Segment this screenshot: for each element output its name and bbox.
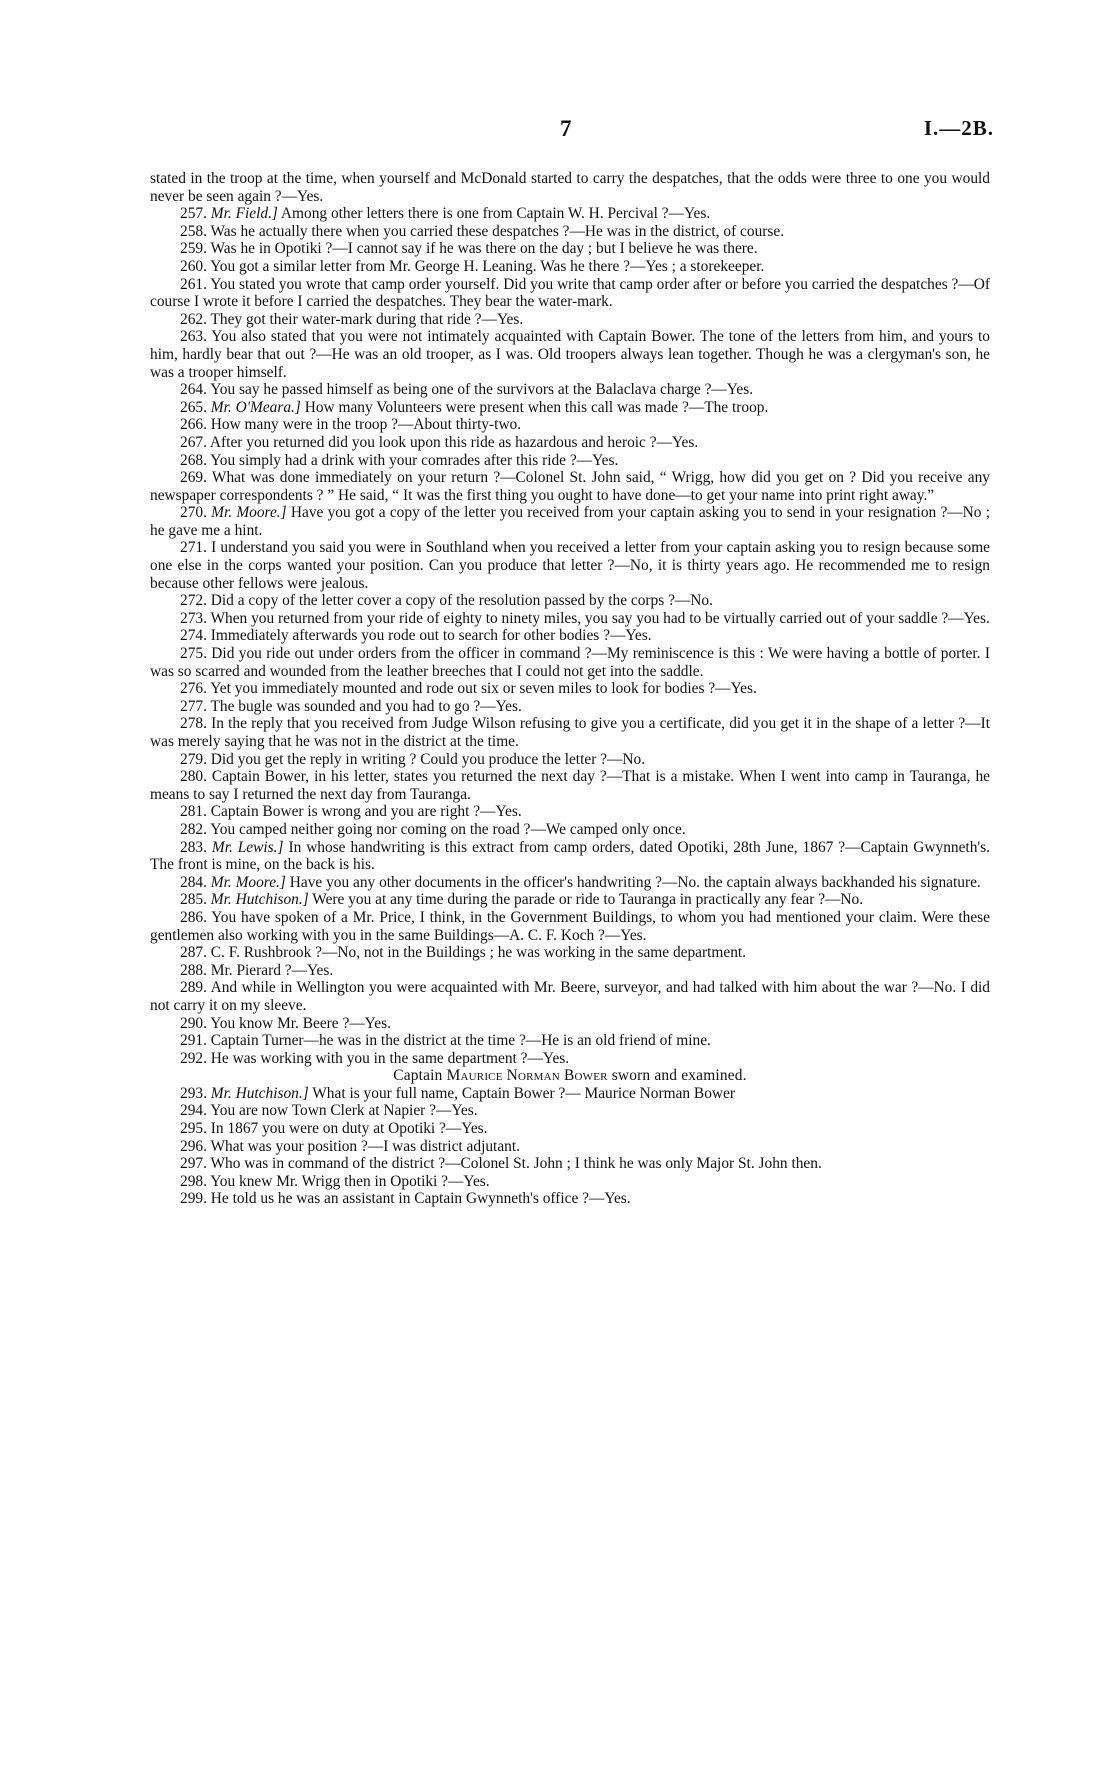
speaker: Mr. O'Meara.] <box>210 398 301 416</box>
question-number: 278. <box>180 715 207 733</box>
heading-prefix: Captain <box>393 1067 447 1085</box>
question-280 <box>150 768 990 803</box>
question-text: In the reply that you received from Judge Wilson refusing to give you a certificate, did you get it in the shape of a letter ?—It was merely saying that he was not in the district at the time. <box>150 715 990 750</box>
question-number: 262. <box>180 310 207 328</box>
question-text: Yet you immediately mounted and rode out six or seven miles to look for bodies ?—Yes. <box>206 680 757 698</box>
question-259 <box>150 240 990 258</box>
question-number: 257. <box>180 205 207 223</box>
question-278 <box>150 715 990 750</box>
question-281 <box>150 803 990 821</box>
question-text: Did you get the reply in writing ? Could you produce the letter ?—No. <box>206 750 646 768</box>
question-number: 263. <box>180 328 207 346</box>
question-number: 277. <box>180 697 207 715</box>
question-text: In 1867 you were on duty at Opotiki ?—Yes. <box>206 1120 488 1138</box>
question-text: You say he passed himself as being one of the survivors at the Balaclava charge ?—Yes. <box>206 381 754 399</box>
page-header <box>0 116 1114 146</box>
question-number: 282. <box>180 820 207 838</box>
question-text: Captain Turner—he was in the district at the time ?—He is an old friend of mine. <box>206 1032 711 1050</box>
question-number: 271. <box>180 539 207 557</box>
question-text: Did you ride out under orders from the officer in command ?—My reminiscence is this : We were having a bottle of porter. I was so scarred and wounded from the leather breeches that I could not get into the saddle. <box>150 645 990 680</box>
question-296 <box>150 1138 990 1156</box>
question-text: You camped neither going nor coming on the road ?—We camped only once. <box>206 820 686 838</box>
question-293 <box>150 1085 990 1103</box>
speaker: Mr. Moore.] <box>211 504 287 522</box>
question-279 <box>150 751 990 769</box>
question-text: Captain Bower, in his letter, states you returned the next day ?—That is a mistake. When I went into camp in Tauranga, he means to say I returned the next day from Tauranga. <box>150 768 990 803</box>
question-text: What is your full name, Captain Bower ?— Maurice Norman Bower <box>308 1084 735 1102</box>
question-text: You knew Mr. Wrigg then in Opotiki ?—Yes. <box>206 1172 490 1190</box>
question-number: 279. <box>180 750 207 768</box>
question-text: They got their water-mark during that ride ?—Yes. <box>206 310 524 328</box>
question-text: What was your position ?—I was district adjutant. <box>206 1137 520 1155</box>
question-text: Among other letters there is one from Captain W. H. Percival ?—Yes. <box>277 205 711 223</box>
question-text: You also stated that you were not intimately acquainted with Captain Bower. The tone of the letters from him, and yours to him, hardly bear that out ?—He was an old trooper, as I was. Old troopers always lean together. Though he was a clergyman's son, he was a trooper himself. <box>150 328 990 381</box>
question-text: Were you at any time during the parade or ride to Tauranga in practically any fear ?—No. <box>308 891 864 909</box>
question-text: Immediately afterwards you rode out to search for other bodies ?—Yes. <box>206 627 652 645</box>
question-290 <box>150 1015 990 1033</box>
question-number: 275. <box>180 645 207 663</box>
question-257 <box>150 205 990 223</box>
question-number: 260. <box>180 257 207 275</box>
question-271 <box>150 539 990 592</box>
question-268 <box>150 452 990 470</box>
question-298 <box>150 1173 990 1191</box>
question-263 <box>150 328 990 381</box>
question-287 <box>150 944 990 962</box>
speaker: Mr. Moore.] <box>210 873 286 891</box>
question-265 <box>150 399 990 417</box>
question-number: 292. <box>180 1049 207 1067</box>
question-number: 258. <box>180 222 207 240</box>
question-text: In whose handwriting is this extract from camp orders, dated Opotiki, 28th June, 1867 ?—Captain Gwynneth's. The front is mine, on the back is his. <box>150 838 990 874</box>
heading-suffix: sworn and examined. <box>607 1067 747 1085</box>
question-number: 289. <box>180 979 207 997</box>
question-269 <box>150 469 990 504</box>
question-number: 291. <box>180 1032 207 1050</box>
question-text: How many were in the troop ?—About thirty-two. <box>206 416 522 434</box>
question-number: 280. <box>180 768 207 786</box>
question-text: Have you got a copy of the letter you received from your captain asking you to send in your resignation ?—No ; he gave me a hint. <box>150 504 990 539</box>
question-270 <box>150 504 990 539</box>
question-number: 267. <box>180 433 207 451</box>
question-number: 295. <box>180 1120 207 1138</box>
question-297 <box>150 1155 990 1173</box>
question-text: After you returned did you look upon this ride as hazardous and heroic ?—Yes. <box>206 433 699 451</box>
question-number: 290. <box>180 1014 207 1032</box>
question-text: Was he in Opotiki ?—I cannot say if he was there on the day ; but I believe he was there. <box>206 240 758 258</box>
question-text: You simply had a drink with your comrades after this ride ?—Yes. <box>206 451 619 469</box>
question-272 <box>150 592 990 610</box>
question-275 <box>150 645 990 680</box>
question-text: When you returned from your ride of eighty to ninety miles, you say you had to be virtually carried out of your saddle ?—Yes. <box>206 609 990 627</box>
question-text: Have you any other documents in the officer's handwriting ?—No. the captain always backhanded his signature. <box>285 873 981 891</box>
testimony-body <box>150 170 990 1208</box>
question-text: He was working with you in the same department ?—Yes. <box>206 1049 570 1067</box>
question-text: He told us he was an assistant in Captain Gwynneth's office ?—Yes. <box>206 1190 631 1208</box>
question-text: You know Mr. Beere ?—Yes. <box>206 1014 391 1032</box>
question-286 <box>150 909 990 944</box>
question-291 <box>150 1032 990 1050</box>
question-288 <box>150 962 990 980</box>
question-number: 293. <box>180 1084 207 1102</box>
question-number: 283. <box>180 838 207 856</box>
question-260 <box>150 258 990 276</box>
question-text: I understand you said you were in Southland when you received a letter from your captain asking you to resign because some one else in the corps wanted your position. Can you produce that letter ?—No, it is thirty years ago. He recommended me to resign because other fellows were jealous. <box>150 539 990 592</box>
question-264 <box>150 381 990 399</box>
question-262 <box>150 311 990 329</box>
speaker: Mr. Hutchison.] <box>210 1084 309 1102</box>
question-266 <box>150 416 990 434</box>
page-number: 7 <box>560 116 572 141</box>
question-285 <box>150 891 990 909</box>
question-277 <box>150 698 990 716</box>
question-295 <box>150 1120 990 1138</box>
section-heading <box>150 1067 990 1085</box>
question-text: Was he actually there when you carried these despatches ?—He was in the district, of course. <box>206 222 785 240</box>
question-number: 298. <box>180 1172 207 1190</box>
speaker: Mr. Hutchison.] <box>210 891 309 909</box>
question-267 <box>150 434 990 452</box>
question-number: 270. <box>180 504 207 522</box>
question-number: 265. <box>180 398 207 416</box>
question-292 <box>150 1050 990 1068</box>
question-text: You got a similar letter from Mr. George H. Leaning. Was he there ?—Yes ; a storekeeper. <box>206 257 765 275</box>
question-283 <box>150 839 990 874</box>
question-number: 285. <box>180 891 207 909</box>
question-text: Mr. Pierard ?—Yes. <box>206 961 334 979</box>
question-text: And while in Wellington you were acquainted with Mr. Beere, surveyor, and had talked with him about the war ?—No. I did not carry it on my sleeve. <box>150 979 990 1014</box>
question-number: 287. <box>180 944 207 962</box>
speaker: Mr. Lewis.] <box>211 838 284 856</box>
question-text: Did a copy of the letter cover a copy of the resolution passed by the corps ?—No. <box>206 592 713 610</box>
question-number: 274. <box>180 627 207 645</box>
question-number: 268. <box>180 451 207 469</box>
witness-name: Maurice Norman Bower <box>446 1067 608 1085</box>
question-number: 296. <box>180 1137 207 1155</box>
question-text: You stated you wrote that camp order yourself. Did you write that camp order after or before you carried the despatches ?—Of course I wrote it before I carried the despatches. They bear the water-mark. <box>150 275 990 311</box>
question-number: 273. <box>180 609 207 627</box>
question-number: 284. <box>180 873 207 891</box>
question-282 <box>150 821 990 839</box>
question-number: 269. <box>180 469 207 487</box>
question-274 <box>150 627 990 645</box>
question-number: 276. <box>180 680 207 698</box>
question-294 <box>150 1102 990 1120</box>
question-number: 299. <box>180 1190 207 1208</box>
question-number: 281. <box>180 803 207 821</box>
document-reference: I.—2B. <box>923 116 994 140</box>
question-number: 286. <box>180 908 207 926</box>
question-276 <box>150 680 990 698</box>
question-number: 261. <box>180 275 207 293</box>
question-number: 264. <box>180 381 207 399</box>
question-text: Who was in command of the district ?—Colonel St. John ; I think he was only Major St. John then. <box>206 1155 822 1173</box>
question-number: 259. <box>180 240 207 258</box>
question-284 <box>150 874 990 892</box>
speaker: Mr. Field.] <box>210 205 278 223</box>
question-text: C. F. Rushbrook ?—No, not in the Buildings ; he was working in the same department. <box>206 944 747 962</box>
question-number: 266. <box>180 416 207 434</box>
question-text: What was done immediately on your return ?—Colonel St. John said, “ Wrigg, how did you get on ? Did you receive any newspaper correspondents ? ” He said, “ It was the first thing you ought to have done—to get your name into print right away.” <box>150 469 990 504</box>
question-number: 288. <box>180 961 207 979</box>
paragraph-continuation: stated in the troop at the time, when yourself and McDonald started to carry the despatches, that the odds were three to one you would never be seen again ?—Yes. <box>150 170 990 205</box>
question-273 <box>150 610 990 628</box>
question-258 <box>150 223 990 241</box>
question-number: 297. <box>180 1155 207 1173</box>
question-text: Captain Bower is wrong and you are right ?—Yes. <box>206 803 522 821</box>
question-text: How many Volunteers were present when this call was made ?—The troop. <box>300 398 769 416</box>
question-text: You have spoken of a Mr. Price, I think, in the Government Buildings, to whom you had mentioned your claim. Were these gentlemen also working with you in the same Buildings—A. C. F. Koch ?—Yes. <box>150 908 990 944</box>
question-text: The bugle was sounded and you had to go ?—Yes. <box>206 697 522 715</box>
question-number: 272. <box>180 592 207 610</box>
question-number: 294. <box>180 1102 207 1120</box>
question-text: You are now Town Clerk at Napier ?—Yes. <box>206 1102 478 1120</box>
question-299 <box>150 1190 990 1208</box>
question-289 <box>150 979 990 1014</box>
question-261 <box>150 276 990 311</box>
